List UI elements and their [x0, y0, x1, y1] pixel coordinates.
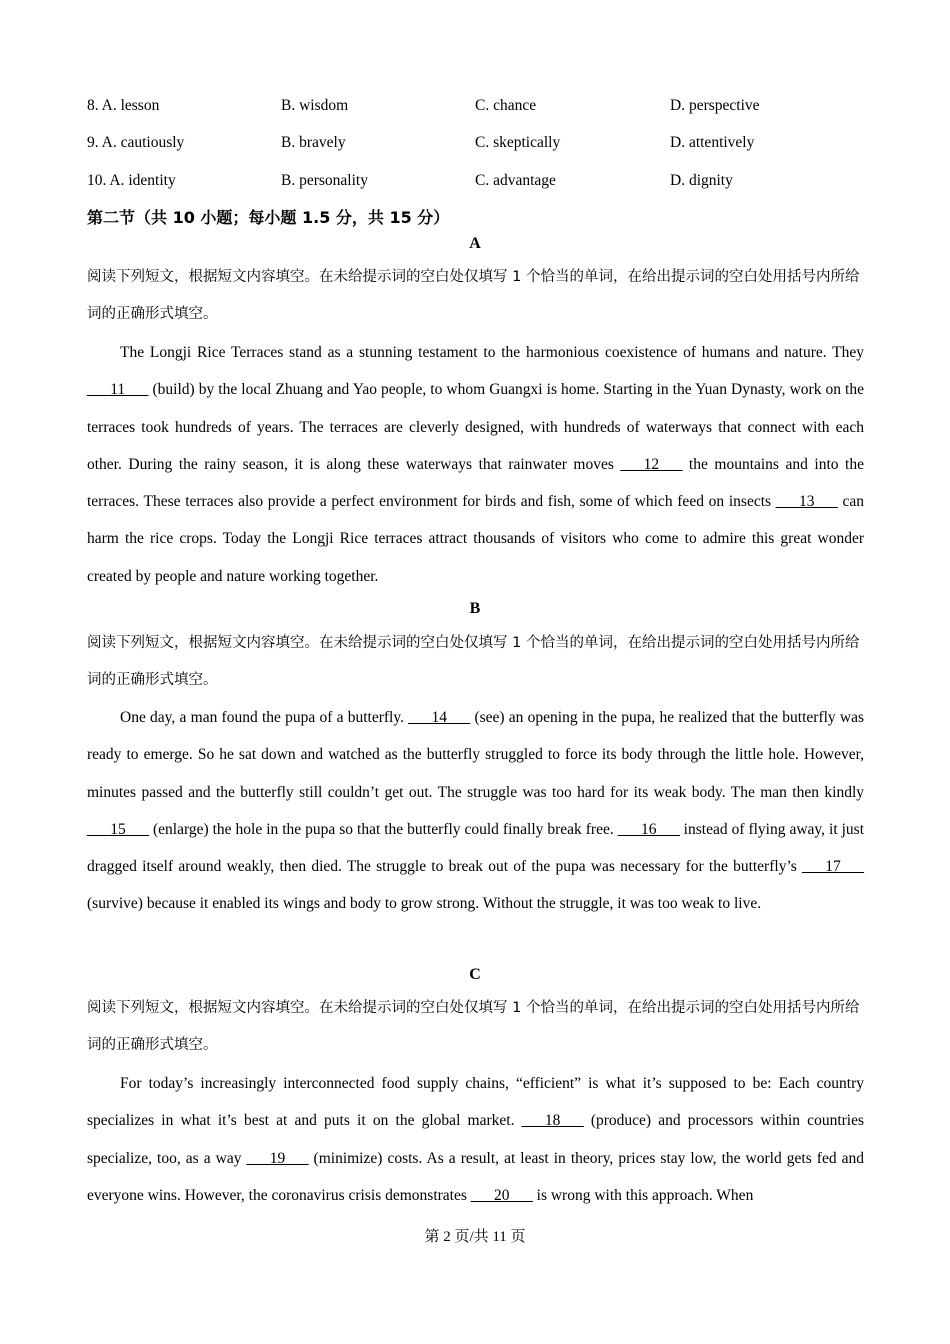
text-segment: (see) an opening in the pupa, he realized that the butterfly was ready to emerge. So he sat down and watched as the butterfly struggled to force its body through the little hole. However, minutes passed and the butterfly still couldn’t get out. The struggle was too hard for its weak body. The man then kindly	[87, 709, 864, 801]
text-segment: (survive) because it enabled its wings and body to grow strong. Without the struggle, it was too weak to live.	[87, 895, 762, 913]
question-10-options	[87, 172, 867, 194]
text-segment: can harm the rice crops. Today the Longji Rice terraces attract thousands of visitors who come to admire this great wonder created by people and nature working together.	[87, 493, 865, 585]
option-c: C. advantage	[475, 172, 556, 189]
question-9-options	[87, 134, 867, 156]
text-segment: (produce) and processors within countries specialize, too, as a way	[87, 1112, 865, 1167]
blank-14: ___14___	[408, 709, 471, 726]
option-b: B. bravely	[281, 134, 346, 151]
option-a: 10. A. identity	[87, 172, 176, 189]
option-a: 9. A. cautiously	[87, 134, 185, 151]
text-segment: is wrong with this approach. When	[532, 1186, 754, 1204]
option-c: C. chance	[475, 97, 537, 114]
passage-a-heading: A	[469, 235, 481, 252]
passage-c-heading: C	[469, 966, 481, 983]
text-segment: One day, a man found the pupa of a butterfly.	[120, 709, 409, 726]
blank-16: ___16___	[617, 820, 680, 838]
blank-20: ___20___	[470, 1186, 533, 1204]
section-title: 第二节（共 10 小题；每小题 1.5 分，共 15 分）	[87, 208, 450, 227]
option-d: D. dignity	[670, 172, 733, 189]
blank-13: ___13___	[775, 493, 838, 511]
option-b: B. personality	[281, 172, 368, 189]
blank-19: ___19___	[246, 1149, 309, 1167]
blank-11: ___11___	[87, 381, 149, 399]
blank-18: ___18___	[521, 1112, 584, 1130]
text-segment: (build) by the local Zhuang and Yao people, to whom Guangxi is home. Starting in the Yuan Dynasty, work on the terraces took hundreds of years. The terraces are cleverly designed, with hundreds of waterways that connect with each other. During the rainy season, it is along these waterways that rainwater moves	[87, 381, 864, 473]
passage-b-text	[87, 699, 864, 923]
text-segment: (minimize) costs. As a result, at least in theory, prices stay low, the world gets fed and everyone wins. However, the coronavirus crisis demonstrates	[87, 1149, 864, 1204]
option-b: B. wisdom	[281, 97, 349, 114]
page-number: 第 2 页/共 11 页	[424, 1229, 526, 1245]
text-segment: The Longji Rice Terraces stand as a stunning testament to the harmonious coexistence of humans and nature. They	[120, 344, 864, 361]
passage-b-heading: B	[469, 600, 481, 617]
text-segment: the mountains and into the terraces. These terraces also provide a perfect environment for birds and fish, some of which feed on insects	[87, 455, 864, 511]
option-a: 8. A. lesson	[87, 97, 160, 114]
text-segment: (enlarge) the hole in the pupa so that the butterfly could finally break free.	[149, 820, 618, 838]
passage-a-text	[87, 334, 864, 595]
blank-17: ___17___	[802, 858, 864, 876]
passage-c-instruction: 阅读下列短文，根据短文内容填空。在未给提示词的空白处仅填写 1 个恰当的单词，在给出提示词的空白处用括号内所给词的正确形式填空。	[87, 1000, 860, 1053]
blank-12: ___12___	[620, 455, 683, 473]
option-d: D. attentively	[670, 134, 755, 151]
option-c: C. skeptically	[475, 134, 561, 151]
passage-c-text	[87, 1065, 864, 1214]
text-segment: For today’s increasingly interconnected food supply chains, “efficient” is what it’s supposed to be: Each country specializes in what it’s best at and puts it on the global market.	[87, 1075, 864, 1130]
passage-a-instruction: 阅读下列短文，根据短文内容填空。在未给提示词的空白处仅填写 1 个恰当的单词，在给出提示词的空白处用括号内所给词的正确形式填空。	[87, 269, 860, 322]
option-d: D. perspective	[670, 97, 760, 114]
text-segment: instead of flying away, it just dragged itself around weakly, then died. The struggle to break out of the pupa was necessary for the butterfly’s	[87, 820, 864, 876]
blank-15: ___15___	[87, 820, 149, 838]
question-8-options	[87, 97, 867, 119]
passage-b-instruction: 阅读下列短文，根据短文内容填空。在未给提示词的空白处仅填写 1 个恰当的单词，在给出提示词的空白处用括号内所给词的正确形式填空。	[87, 635, 860, 688]
